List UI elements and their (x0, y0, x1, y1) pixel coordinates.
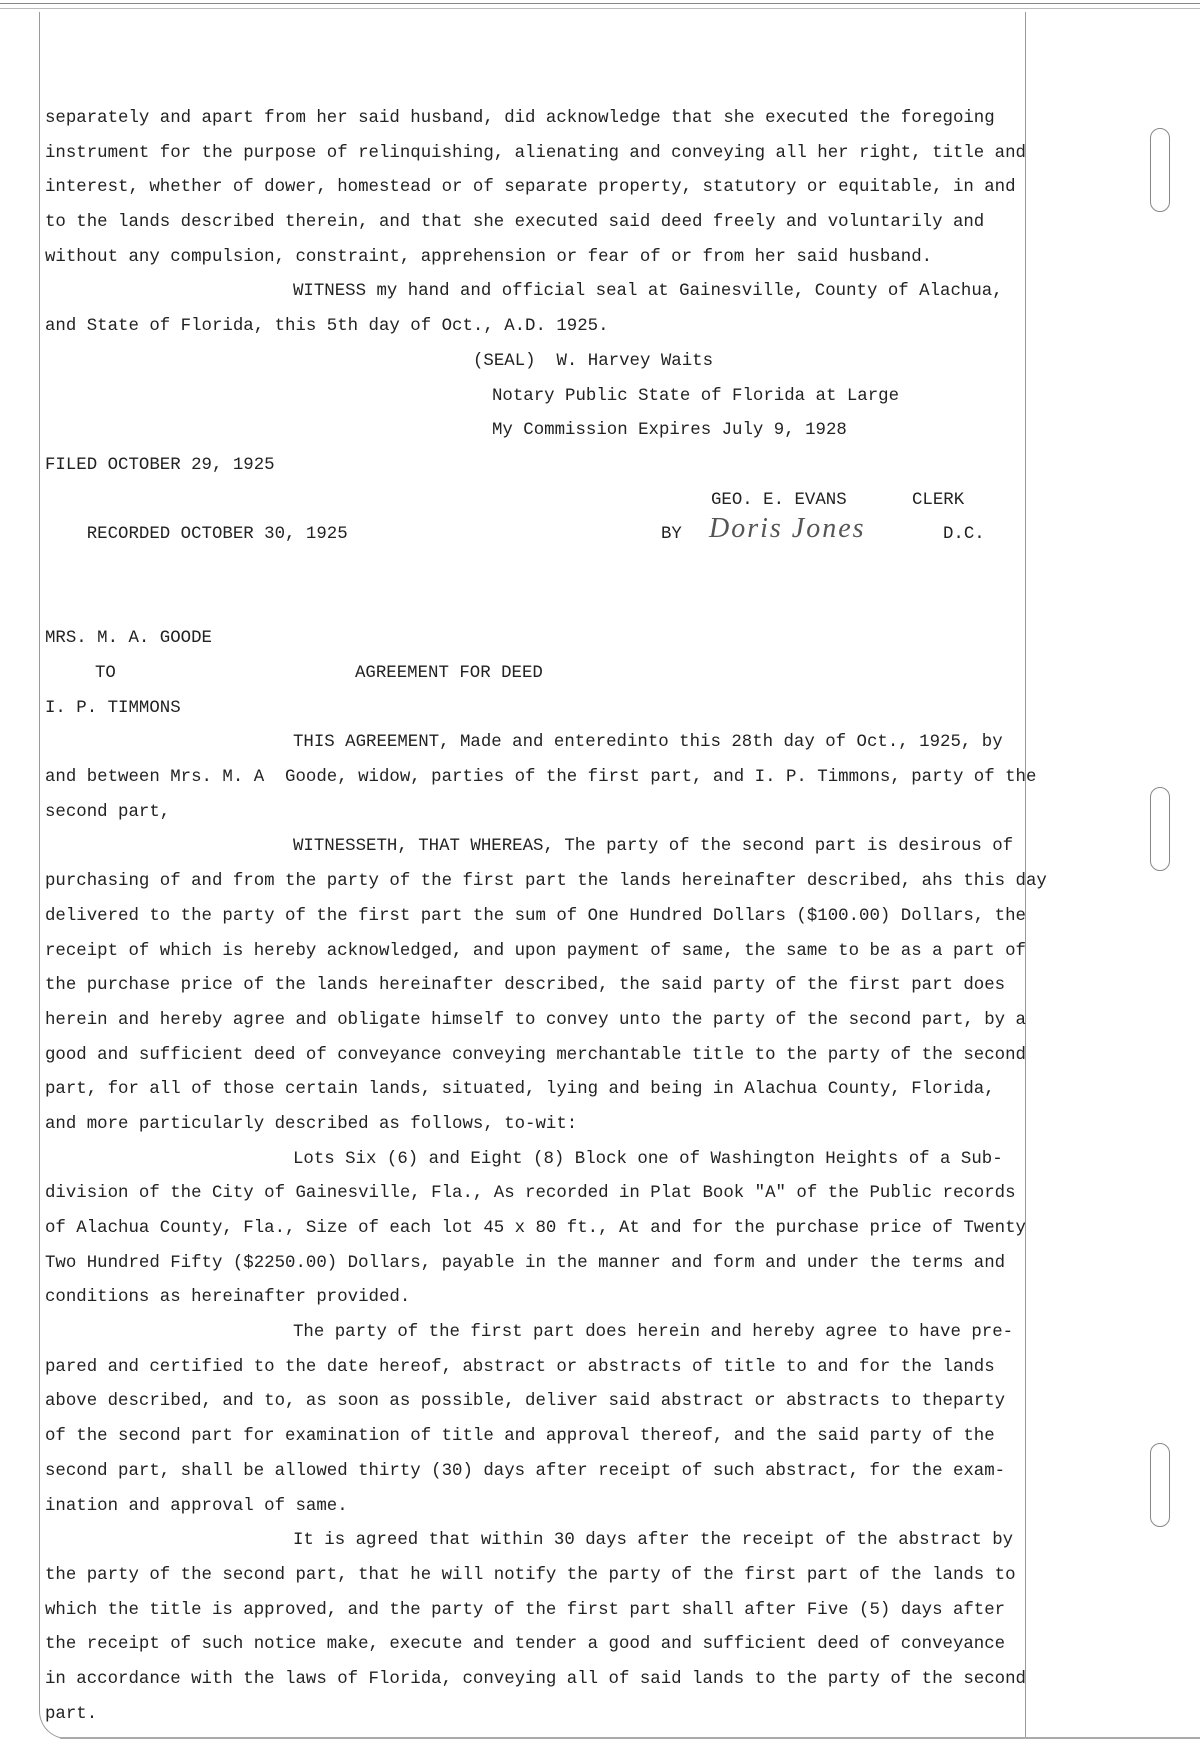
grantee: I. P. TIMMONS (45, 698, 181, 718)
text-line: second part, shall be allowed thirty (30) days after receipt of such abstract, for the exam- (45, 1461, 1006, 1481)
text-line: pared and certified to the date hereof, abstract or abstracts of title to and for the lands (45, 1357, 995, 1377)
text-line: in accordance with the laws of Florida, conveying all of said lands to the party of the second (45, 1669, 1026, 1689)
text-line: and more particularly described as follows, to-wit: (45, 1114, 578, 1134)
text-line: It is agreed that within 30 days after the receipt of the abstract by (293, 1531, 1014, 1551)
text-line: part, for all of those certain lands, situated, lying and being in Alachua County, Florida, (45, 1080, 995, 1100)
text-line: of the second part for examination of title and approval thereof, and the said party of the (45, 1427, 995, 1447)
blank-line (45, 588, 1145, 623)
text-line: second part, (45, 802, 171, 822)
binder-hole (1150, 128, 1170, 212)
binder-hole (1150, 787, 1170, 871)
notary-commission-line: My Commission Expires July 9, 1928 (492, 421, 847, 441)
text-line: Two Hundred Fifty ($2250.00) Dollars, payable in the manner and form and under the terms and (45, 1253, 1006, 1273)
page-edge-line (0, 8, 1200, 9)
handwritten-signature: Doris Jones (709, 513, 866, 545)
text-line: part. (45, 1704, 98, 1724)
text-line: herein and hereby agree and obligate himself to convey unto the party of the second part, by a (45, 1010, 1026, 1030)
text-line: delivered to the party of the first part the sum of One Hundred Dollars ($100.00) Dollars, the (45, 906, 1026, 926)
text-line: THIS AGREEMENT, Made and enteredinto this 28th day of Oct., 1925, by (293, 733, 1003, 753)
text-line: ination and approval of same. (45, 1496, 348, 1516)
text-line: separately and apart from her said husband, did acknowledge that she executed the foregoing (45, 109, 995, 128)
blank-line (45, 553, 1145, 588)
recorded-date: RECORDED OCTOBER 30, 1925 (86, 525, 348, 545)
filed-date: FILED OCTOBER 29, 1925 (45, 455, 275, 475)
text-line: above described, and to, as soon as possible, deliver said abstract or abstracts to theparty (45, 1392, 1006, 1412)
text-line: to the lands described therein, and that she executed said deed freely and voluntarily and (45, 213, 985, 233)
text-line: the purchase price of the lands hereinafter described, the said party of the first part does (45, 976, 1006, 996)
text-line: and State of Florida, this 5th day of Oct., A.D. 1925. (45, 317, 609, 337)
text-line: which the title is approved, and the party of the first part shall after Five (5) days after (45, 1600, 1006, 1620)
to-label: TO (95, 664, 116, 683)
text-line: instrument for the purpose of relinquishing, alienating and conveying all her right, title and (45, 143, 1026, 163)
document-title: AGREEMENT FOR DEED (355, 664, 543, 683)
deputy-clerk-label: D.C. (943, 525, 985, 545)
bottom-edge-line (60, 1737, 1200, 1739)
text-line: the party of the second part, that he will notify the party of the first part of the lands to (45, 1565, 1016, 1585)
clerk-name: GEO. E. EVANS (711, 490, 847, 510)
text-line: The party of the first part does herein and hereby agree to have pre- (293, 1323, 1014, 1343)
text-line: division of the City of Gainesville, Fla., As recorded in Plat Book "A" of the Public records (45, 1184, 1016, 1204)
text-line: the receipt of such notice make, execute and tender a good and sufficient deed of conveyance (45, 1635, 1006, 1655)
text-line: Lots Six (6) and Eight (8) Block one of Washington Heights of a Sub- (293, 1149, 1003, 1169)
text-line: interest, whether of dower, homestead or of separate property, statutory or equitable, in and (45, 178, 1016, 198)
text-line: purchasing of and from the party of the first part the lands hereinafter described, ahs this day (45, 872, 1047, 892)
binder-hole (1150, 1443, 1170, 1527)
signature-line (45, 513, 1145, 553)
clerk-title: CLERK (912, 490, 965, 510)
text-line: good and sufficient deed of conveyance conveying merchantable title to the party of the second (45, 1045, 1026, 1065)
text-line: WITNESSETH, THAT WHEREAS, The party of the second part is desirous of (293, 837, 1014, 857)
page-edge-line (0, 3, 1200, 4)
notary-title-line: Notary Public State of Florida at Large (492, 386, 900, 406)
text-line: WITNESS my hand and official seal at Gainesville, County of Alachua, (293, 282, 1003, 302)
grantor: MRS. M. A. GOODE (45, 629, 212, 649)
text-line: of Alachua County, Fla., Size of each lot 45 x 80 ft., At and for the purchase price of Twenty (45, 1219, 1026, 1238)
text-line: and between Mrs. M. A Goode, widow, parties of the first part, and I. P. Timmons, party of the (45, 768, 1037, 788)
text-line: without any compulsion, constraint, apprehension or fear of or from her said husband. (45, 247, 933, 267)
notary-seal-line: (SEAL) W. Harvey Waits (473, 351, 714, 371)
by-label: BY (661, 525, 682, 545)
caption-line (45, 657, 1145, 692)
text-line: conditions as hereinafter provided. (45, 1288, 411, 1308)
deed-record-text (45, 102, 1145, 1732)
text-line: receipt of which is hereby acknowledged, and upon payment of same, the same to be as a part of (45, 941, 1026, 961)
